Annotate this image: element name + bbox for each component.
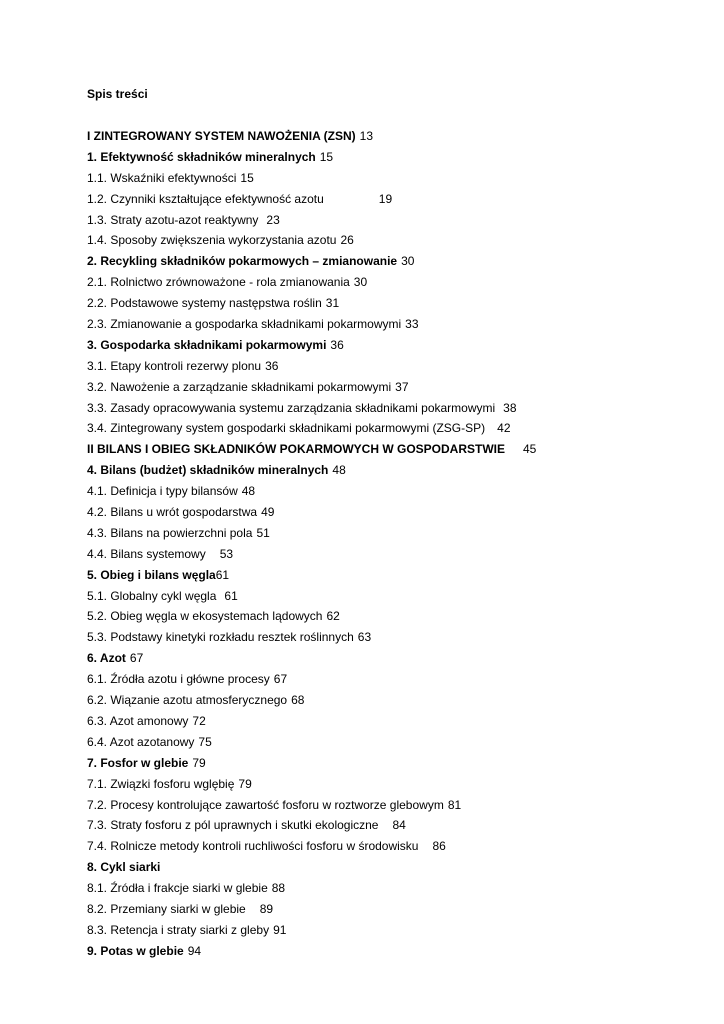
toc-entry xyxy=(87,315,536,336)
toc-entry-title: 6.4. Azot azotanowy xyxy=(87,734,195,749)
toc-entry xyxy=(87,357,536,378)
toc-entry-page-number: 36 xyxy=(265,358,279,373)
toc-entry-page-number: 68 xyxy=(291,693,305,708)
toc-entry-page-number: 91 xyxy=(273,922,287,937)
toc-entry xyxy=(87,190,536,211)
toc-entry-page-number: 88 xyxy=(271,881,286,896)
toc-entry-page-number: 75 xyxy=(198,734,212,749)
toc-entry-title: 8.1. Źródła i frakcje siarki w glebie xyxy=(87,881,268,896)
toc-entry-page-number: 79 xyxy=(192,755,206,770)
toc-entry xyxy=(87,419,536,440)
toc-entry-page-number: 51 xyxy=(256,525,270,540)
toc-entry xyxy=(87,837,536,858)
toc-entry xyxy=(87,399,536,420)
toc-entry-page-number: 26 xyxy=(340,233,354,248)
toc-entry xyxy=(87,775,536,796)
toc-entry xyxy=(87,148,536,169)
toc-entry-page-number: 45 xyxy=(523,442,537,457)
toc-entry-title: 1.1. Wskaźniki efektywności xyxy=(87,170,237,185)
toc-entry-page-number: 81 xyxy=(447,797,462,812)
toc-entry-page-number: 30 xyxy=(401,254,415,269)
toc-entry xyxy=(87,628,536,649)
toc-entry xyxy=(87,754,536,775)
toc-entry-title: 6.3. Azot amonowy xyxy=(87,713,189,728)
toc-entry-title: II BILANS I OBIEG SKŁADNIKÓW POKARMOWYCH W GOSPODARSTWIE xyxy=(87,442,505,457)
toc-entry-title: 3.3. Zasady opracowywania systemu zarządzania składnikami pokarmowymi xyxy=(87,400,496,415)
toc-entry-page-number: 79 xyxy=(238,776,252,791)
toc-entry xyxy=(87,127,536,148)
toc-entry-page-number: 61 xyxy=(224,588,238,603)
toc-entry-title: 3.4. Zintegrowany system gospodarki składnikami pokarmowymi (ZSG-SP) xyxy=(87,421,486,436)
toc-entry-page-number: 48 xyxy=(332,463,346,478)
toc-entry-title: 1.4. Sposoby zwiększenia wykorzystania azotu xyxy=(87,233,337,248)
toc-entry xyxy=(87,545,536,566)
toc-entry xyxy=(87,921,536,942)
toc-entry xyxy=(87,796,536,817)
toc-entry-title: 5. Obieg i bilans węgla xyxy=(87,567,216,582)
toc-entry-page-number: 89 xyxy=(259,901,274,916)
toc-entry-page-number: 48 xyxy=(241,484,256,499)
toc-entry-page-number: 72 xyxy=(192,713,206,728)
toc-entry xyxy=(87,503,536,524)
toc-entry-title: 2.1. Rolnictwo zrównoważone - rola zmianowania xyxy=(87,275,350,290)
toc-entry xyxy=(87,900,536,921)
toc-entry-title: 4. Bilans (budżet) składników mineralnych xyxy=(87,463,329,478)
toc-entry-title: 7.3. Straty fosforu z pól uprawnych i skutki ekologiczne xyxy=(87,818,379,833)
toc-entry-title: 6.1. Źródła azotu i główne procesy xyxy=(87,672,270,687)
toc-entry xyxy=(87,211,536,232)
toc-entry-page-number: 31 xyxy=(325,296,340,311)
toc-entry-title: 1.2. Czynniki kształtujące efektywność azotu xyxy=(87,191,324,206)
toc-entry-title: 4.2. Bilans u wrót gospodarstwa xyxy=(87,505,258,520)
toc-entry xyxy=(87,649,536,670)
toc-entry xyxy=(87,231,536,252)
toc-entry-title: 2.2. Podstawowe systemy następstwa roślin xyxy=(87,296,322,311)
toc-entry-title: 2. Recykling składników pokarmowych – zmianowanie xyxy=(87,254,398,269)
toc-entry xyxy=(87,670,536,691)
toc-entry xyxy=(87,169,536,190)
toc-entry-page-number: 86 xyxy=(432,839,446,854)
toc-entry-title: 6.2. Wiązanie azotu atmosferycznego xyxy=(87,693,288,708)
toc-entry-title: 4.1. Definicja i typy bilansów xyxy=(87,484,238,499)
toc-entry xyxy=(87,482,536,503)
toc-entry-page-number: 94 xyxy=(187,943,202,958)
toc-entry-title: 2.3. Zmianowanie a gospodarka składnikami pokarmowymi xyxy=(87,317,402,332)
toc-entry-title: 7.2. Procesy kontrolujące zawartość fosforu w roztworze glebowym xyxy=(87,797,444,812)
toc-entry-title: 5.2. Obieg węgla w ekosystemach lądowych xyxy=(87,609,323,624)
toc-entry xyxy=(87,712,536,733)
toc-entry xyxy=(87,566,536,587)
toc-entry xyxy=(87,587,536,608)
toc-entry-title: 4.3. Bilans na powierzchni pola xyxy=(87,525,253,540)
toc-entry-page-number: 15 xyxy=(240,170,254,185)
toc-entry-page-number: 61 xyxy=(215,567,230,582)
toc-entry-page-number: 62 xyxy=(326,609,340,624)
toc-entry-title: 5.1. Globalny cykl węgla xyxy=(87,588,217,603)
toc-entry-title: 6. Azot xyxy=(87,651,126,666)
toc-entry-page-number: 67 xyxy=(273,672,288,687)
toc-entry xyxy=(87,942,536,963)
toc-entry-title: 8.3. Retencja i straty siarki z gleby xyxy=(87,922,270,937)
toc-entry xyxy=(87,879,536,900)
toc-entry-title: 8. Cykl siarki xyxy=(87,860,161,875)
toc-entry xyxy=(87,461,536,482)
toc-entry-page-number: 38 xyxy=(503,400,517,415)
table-of-contents xyxy=(87,127,536,963)
toc-entry xyxy=(87,607,536,628)
toc-entry-title: 7.1. Związki fosforu wglębię xyxy=(87,776,235,791)
toc-entry-page-number: 15 xyxy=(319,149,334,164)
toc-entry-title: 1.3. Straty azotu-azot reaktywny xyxy=(87,212,259,227)
toc-entry-page-number: 23 xyxy=(266,212,280,227)
toc-entry xyxy=(87,336,536,357)
toc-entry-title: 7.4. Rolnicze metody kontroli ruchliwości fosforu w środowisku xyxy=(87,839,419,854)
toc-entry-page-number: 37 xyxy=(395,379,409,394)
toc-heading: Spis treści xyxy=(87,87,148,101)
toc-entry-page-number: 19 xyxy=(378,191,393,206)
toc-entry-page-number: 30 xyxy=(353,275,368,290)
toc-entry-title: 3. Gospodarka składnikami pokarmowymi xyxy=(87,337,327,352)
toc-entry xyxy=(87,440,536,461)
toc-entry-title: 4.4. Bilans systemowy xyxy=(87,546,206,561)
toc-entry xyxy=(87,524,536,545)
toc-entry-page-number: 84 xyxy=(392,818,406,833)
toc-entry-page-number: 67 xyxy=(129,651,144,666)
toc-entry xyxy=(87,816,536,837)
toc-entry-page-number: 13 xyxy=(359,129,374,143)
toc-entry-title: 7. Fosfor w glebie xyxy=(87,755,189,770)
toc-entry-title: I ZINTEGROWANY SYSTEM NAWOŻENIA (ZSN) xyxy=(87,129,356,143)
toc-entry-page-number: 63 xyxy=(357,630,372,645)
toc-entry-page-number: 42 xyxy=(497,421,511,436)
toc-entry-title: 9. Potas w glebie xyxy=(87,943,184,958)
toc-entry-page-number: 53 xyxy=(219,546,234,561)
toc-entry xyxy=(87,252,536,273)
toc-entry xyxy=(87,733,536,754)
toc-entry-title: 8.2. Przemiany siarki w glebie xyxy=(87,901,246,916)
toc-entry xyxy=(87,858,536,879)
toc-entry-title: 5.3. Podstawy kinetyki rozkładu resztek roślinnych xyxy=(87,630,354,645)
toc-entry xyxy=(87,273,536,294)
toc-entry xyxy=(87,378,536,399)
toc-entry-page-number: 36 xyxy=(330,337,344,352)
toc-entry-page-number: 33 xyxy=(405,317,419,332)
toc-entry-title: 3.2. Nawożenie a zarządzanie składnikami pokarmowymi xyxy=(87,379,392,394)
toc-entry xyxy=(87,691,536,712)
toc-entry-page-number: 49 xyxy=(261,505,275,520)
toc-entry xyxy=(87,294,536,315)
toc-entry-title: 1. Efektywność składników mineralnych xyxy=(87,149,316,164)
toc-entry-title: 3.1. Etapy kontroli rezerwy plonu xyxy=(87,358,262,373)
